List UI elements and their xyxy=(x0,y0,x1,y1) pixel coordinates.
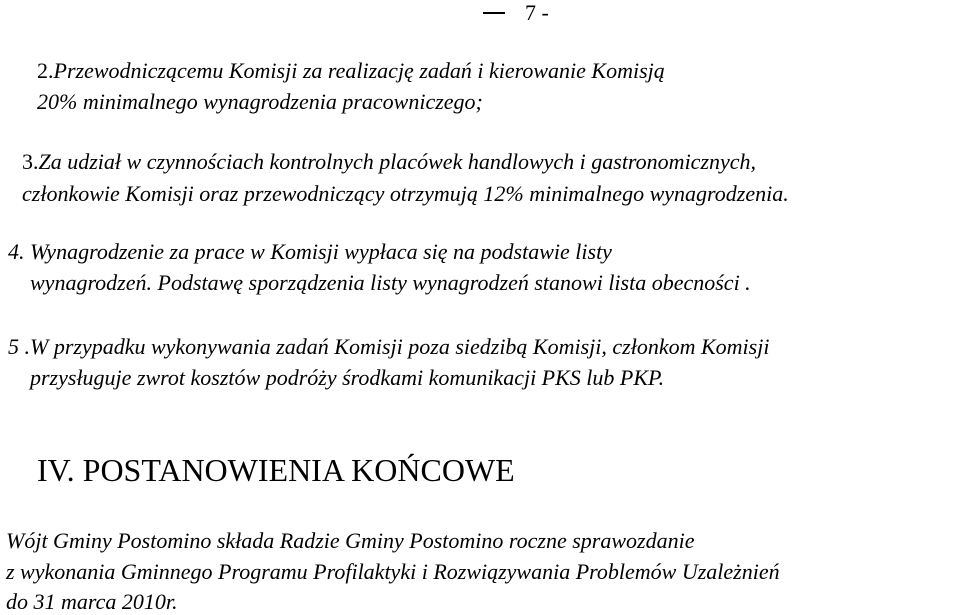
list-item-text: przysługuje zwrot kosztów podróży środkami komunikacji PKS lub PKP. xyxy=(30,365,665,390)
list-item-text: Przewodniczącemu Komisji za realizację zadań i kierowanie Komisją xyxy=(53,58,665,83)
page-number-dash xyxy=(483,12,505,14)
list-item-number: 3. xyxy=(22,149,39,174)
section-heading: IV. POSTANOWIENIA KOŃCOWE xyxy=(37,452,515,488)
list-item-text: 20% minimalnego wynagrodzenia pracowniczego; xyxy=(37,89,483,114)
closing-line: do 31 marca 2010r. xyxy=(6,589,178,614)
list-item-line xyxy=(37,58,665,84)
list-item-line xyxy=(8,334,769,360)
page-number-text: 7 - xyxy=(525,0,549,25)
list-item-line xyxy=(22,149,756,175)
list-item-text: W przypadku wykonywania zadań Komisji poza siedzibą Komisji, członkom Komisji xyxy=(30,334,770,359)
list-item-text: członkowie Komisji oraz przewodniczący otrzymują 12% minimalnego wynagrodzenia. xyxy=(22,181,789,206)
list-item-number: 5 . xyxy=(8,334,30,359)
list-item-line xyxy=(8,239,612,265)
list-item-text: Za udział w czynnościach kontrolnych placówek handlowych i gastronomicznych, xyxy=(38,149,757,174)
list-item-text: Wynagrodzenie za prace w Komisji wypłaca się na podstawie listy xyxy=(24,239,612,264)
list-item-number: 4. xyxy=(8,239,25,264)
closing-line: Wójt Gminy Postomino składa Radzie Gminy Postomino roczne sprawozdanie xyxy=(6,528,695,553)
closing-line: z wykonania Gminnego Programu Profilaktyki i Rozwiązywania Problemów Uzależnień xyxy=(6,559,780,584)
page-number xyxy=(483,0,549,26)
list-item-text: wynagrodzeń. Podstawę sporządzenia listy wynagrodzeń stanowi lista obecności . xyxy=(30,270,751,295)
list-item-number: 2. xyxy=(37,58,54,83)
